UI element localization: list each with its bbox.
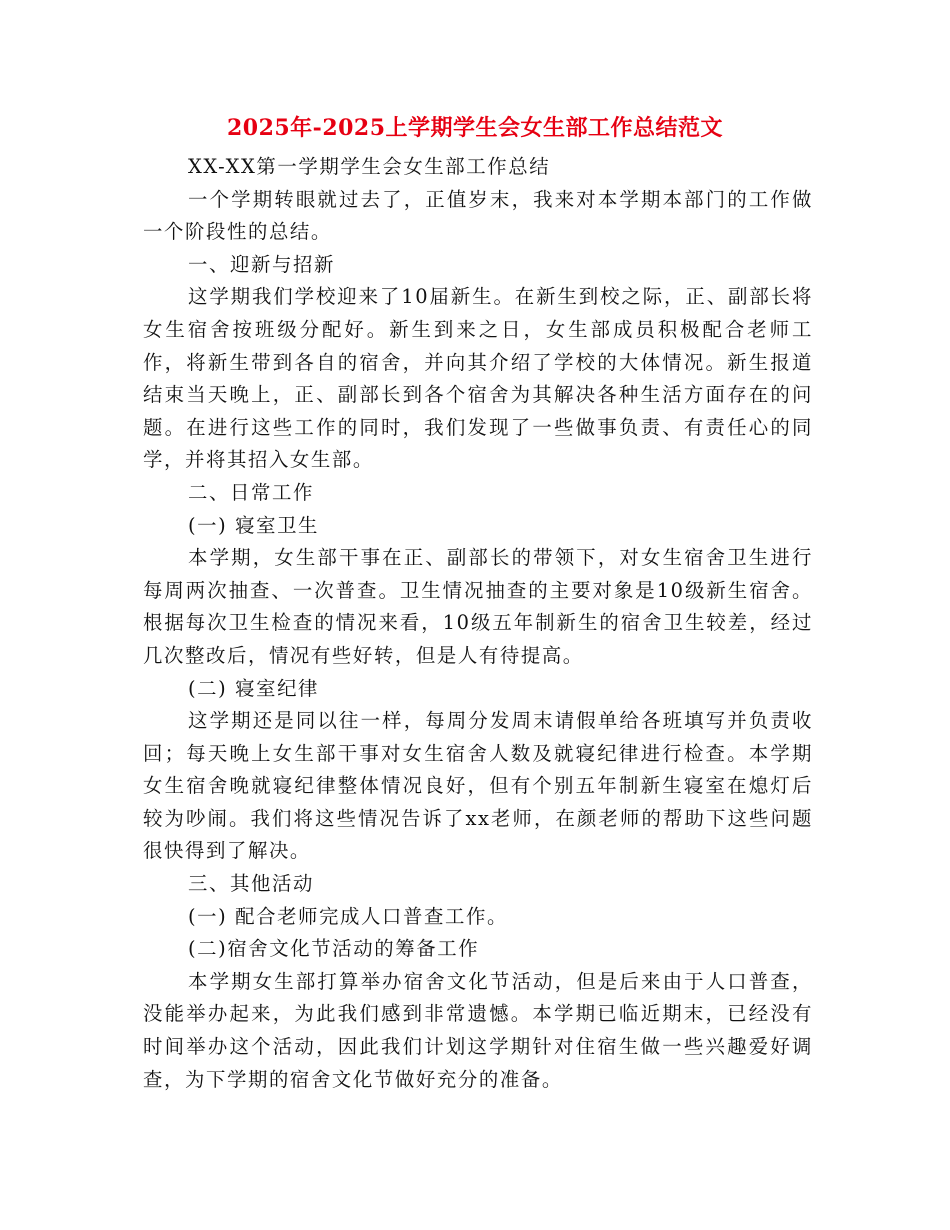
paragraph-dorm-discipline: 这学期还是同以往一样，每周分发周末请假单给各班填写并负责收回；每天晚上女生部干事对女生宿舍人数及就寝纪律进行检查。本学期女生宿舍晚就寝纪律整体情况良好，但有个别五年制新生寝室在熄灯后较为吵闹。我们将这些情况告诉了xx老师，在颜老师的帮助下这些问题很快得到了解决。: [143, 709, 813, 863]
paragraph-subtitle: XX-XX第一学期学生会女生部工作总结: [188, 155, 551, 178]
section-heading-daily-work: 二、日常工作: [188, 480, 314, 504]
subheading-dorm-hygiene: (一) 寝室卫生: [188, 513, 320, 537]
section-heading-other-activities: 三、其他活动: [188, 872, 314, 896]
paragraph-culture-festival: 本学期女生部打算举办宿舍文化节活动，但是后来由于人口普查，没能举办起来，为此我们感到非常遗憾。本学期已临近期末，已经没有时间举办这个活动，因此我们计划这学期针对住宿生做一些兴趣爱好调查，为下学期的宿舍文化节做好充分的准备。: [143, 969, 813, 1091]
paragraph-intro: 一个学期转眼就过去了，正值岁末，我来对本学期本部门的工作做一个阶段性的总结。: [143, 187, 813, 244]
section-heading-welcome-recruit: 一、迎新与招新: [188, 252, 335, 276]
subheading-dorm-discipline: (二) 寝室纪律: [188, 676, 320, 700]
subheading-census: (一) 配合老师完成人口普查工作。: [188, 904, 508, 928]
document-title: 2025年-2025上学期学生会女生部工作总结范文: [226, 115, 724, 141]
paragraph-welcome-recruit: 这学期我们学校迎来了10届新生。在新生到校之际，正、副部长将女生宿舍按班级分配好。新生到来之日，女生部成员积极配合老师工作，将新生带到各自的宿舍，并向其介绍了学校的大体情况。新生报道结束当天晚上，正、副部长到各个宿舍为其解决各种生活方面存在的问题。在进行这些工作的同时，我们发现了一些做事负责、有责任心的同学，并将其招入女生部。: [143, 285, 813, 472]
document-body: [143, 151, 813, 1096]
paragraph-dorm-hygiene: 本学期，女生部干事在正、副部长的带领下，对女生宿舍卫生进行每周两次抽查、一次普查。卫生情况抽查的主要对象是10级新生宿舍。根据每次卫生检查的情况来看，10级五年制新生的宿舍卫生较差，经过几次整改后，情况有些好转，但是人有待提高。: [143, 546, 813, 667]
subheading-culture-festival: (二)宿舍文化节活动的筹备工作: [188, 937, 480, 961]
